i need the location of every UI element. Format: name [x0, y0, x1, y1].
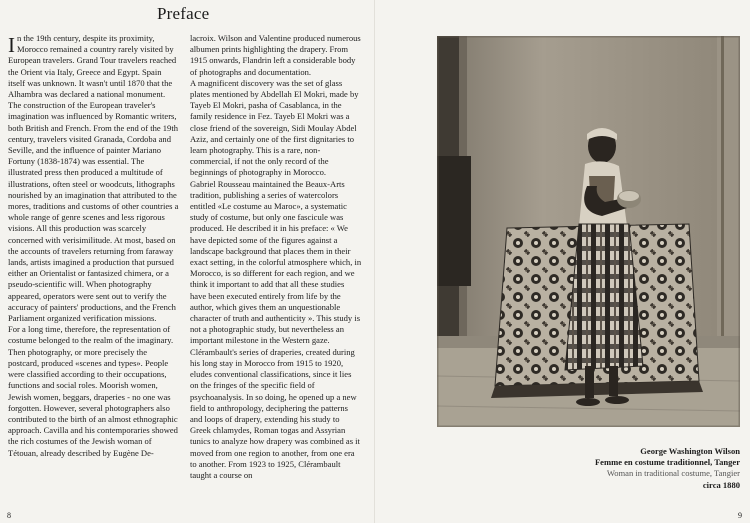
page-title: Preface [157, 4, 210, 23]
caption-date: circa 1880 [702, 479, 740, 490]
text-column-1 [8, 33, 180, 459]
text-column-2 [190, 33, 362, 481]
paragraph-text: n the 19th century, despite its proximity, Morocco remained a country rarely visited by European travelers. Grand Tour travelers reached the Orient via Italy, Greece and Egypt. Spain itself was unknown. It wasn't until 1870 that the Alhambra was declared a national monument. The construction of the European traveler's imagination was influenced by Romantic writers, both British and French. From the end of the 19th century, travelers visited Granada, Cordoba and Seville, and the influence of painter Mariano Fortuny (1838-1874) was essential. The illustrated press then produced a multitude of illustrations, often steel or woodcuts, lithographs nourished by an imagination that attributed to the mores, traditions and customs of other countries a whole range of genre scenes and less rigorous visions. All this production was scarcely concerned with verisimilitude. At most, based on the accounts of travelers returning from faraway lands, artists imagined a production that pursued either an Orientalist or fantasized chimera, or a pseudo-scientific will. When photography appeared, operators were sent out to verify the accuracy of painters' productions, and the French Parliament organized verification missions. [8, 33, 179, 324]
paragraph: lacroix. Wilson and Valentine produced numerous albumen prints highlighting the drapery. From 1915 onwards, Flandrin left a considerable body of photographs and documentation. [190, 33, 361, 77]
historical-photograph [437, 36, 740, 427]
caption-photographer: George Washington Wilson [640, 446, 740, 456]
page-number-right: 9 [738, 511, 742, 520]
right-page [375, 0, 750, 523]
caption-title-french: Femme en costume traditionnel, Tanger [594, 457, 740, 468]
paragraph: A magnificent discovery was the set of glass plates mentioned by Abdellah El Mokri, made by Tayeb El Mokri, pasha of Casablanca, in the family residence in Fez. Tayeb El Mokri was a close friend of the sovereign, Sidi Moulay Abdel Aziz, and certainly one of the first dignitaries to learn photography. This is a rare, non-commercial, if not the only record of the beginnings of photography in Morocco. [190, 77, 359, 178]
paragraph [8, 33, 180, 324]
paragraph: Gabriel Rousseau maintained the Beaux-Arts tradition, publishing a series of watercolors entitled «Le costume au Maroc», a systematic study of costume, but only one fascicule was produced. He described it in his preface: « We have depicted some of the figures against a landscape background that places them in their exact setting, in the colorful atmosphere which, in Morocco, is so different for each region, and we think it important to add that all these studies have been executed entirely from life by the author, which gives them an unquestionable character of truth and authenticity ». This study is not a photographic study, but nevertheless an important milestone in the Western gaze. [190, 178, 362, 346]
drop-cap: I [8, 33, 15, 57]
caption-title-english: Woman in traditional costume, Tangier [606, 468, 740, 479]
paragraph: For a long time, therefore, the representation of costume belonged to the realm of the imaginary. Then photography, or more precisely the postcard, produced «scenes and types». People were classified according to their occupations, functions and social roles. Moorish women, Jewish women, beggars, draperies - no one was forgotten. However, several photographers also contributed to the birth of an almost ethnographic approach. Cavilla and his contemporaries showed the rich costumes of the Jewish woman of Tétouan, already described by Eugène De- [8, 324, 178, 458]
paragraph: Clérambault's series of draperies, created during his long stay in Morocco from 1915 to 1920, eludes conventional classifications, since it lies on the fringes of the specific field of psychoanalysis. In so doing, he opened up a new field to anthropology, deciphering the patterns and loops of drapery, extending his study to Greek chlamydes, Roman togas and Assyrian tunics to analyze how drapery was combined as it moved from one region to another, from one era to another. From 1923 to 1925, Clérambault taught a course on [190, 346, 360, 480]
photo-caption [437, 446, 740, 491]
photograph-illustration [437, 36, 740, 427]
page-number-left: 8 [7, 511, 11, 520]
